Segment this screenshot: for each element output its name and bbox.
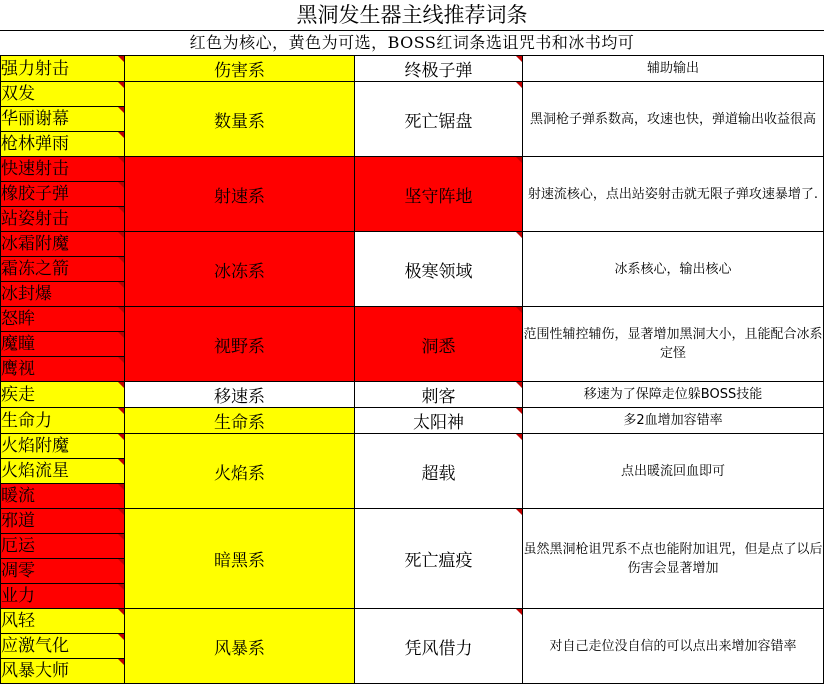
skill-name-cell: 生命力 xyxy=(1,408,125,434)
core-skill-cell: 死亡锯盘 xyxy=(355,82,523,157)
note-cell: 黑洞枪子弹系数高，攻速也快，弹道输出收益很高 xyxy=(523,82,824,157)
skill-name-cell: 风轻 xyxy=(1,609,125,634)
skill-name-cell: 双发 xyxy=(1,82,125,107)
core-skill-cell: 太阳神 xyxy=(355,408,523,434)
system-cell: 伤害系 xyxy=(125,56,355,82)
skill-name-cell: 火焰附魔 xyxy=(1,434,125,459)
note-cell: 多2血增加容错率 xyxy=(523,408,824,434)
note-cell: 辅助输出 xyxy=(523,56,824,82)
table-body xyxy=(1,56,824,684)
table-row xyxy=(1,382,824,408)
table-row xyxy=(1,56,824,82)
skill-name-cell: 枪林弹雨 xyxy=(1,132,125,157)
skill-name-cell: 怒眸 xyxy=(1,307,125,332)
skill-name-cell: 应激气化 xyxy=(1,634,125,659)
system-cell: 数量系 xyxy=(125,82,355,157)
table-row xyxy=(1,408,824,434)
skill-name-cell: 邪道 xyxy=(1,509,125,534)
core-skill-cell: 洞悉 xyxy=(355,307,523,382)
skill-name-cell: 风暴大师 xyxy=(1,659,125,684)
table-row xyxy=(1,82,824,107)
note-cell: 移速为了保障走位躲BOSS技能 xyxy=(523,382,824,408)
table-row xyxy=(1,609,824,634)
sheet-subtitle: 红色为核心，黄色为可选，BOSS红词条选诅咒书和冰书均可 xyxy=(0,31,824,56)
table-row xyxy=(1,157,824,182)
skill-name-cell: 霜冻之箭 xyxy=(1,257,125,282)
skill-name-cell: 业力 xyxy=(1,584,125,609)
core-skill-cell: 刺客 xyxy=(355,382,523,408)
system-cell: 冰冻系 xyxy=(125,232,355,307)
note-cell: 冰系核心，输出核心 xyxy=(523,232,824,307)
skill-name-cell: 站姿射击 xyxy=(1,207,125,232)
skill-name-cell: 快速射击 xyxy=(1,157,125,182)
note-cell: 范围性辅控辅伤，显著增加黑洞大小，且能配合冰系定怪 xyxy=(523,307,824,382)
system-cell: 移速系 xyxy=(125,382,355,408)
core-skill-cell: 坚守阵地 xyxy=(355,157,523,232)
note-cell: 点出暖流回血即可 xyxy=(523,434,824,509)
skill-name-cell: 强力射击 xyxy=(1,56,125,82)
skill-name-cell: 疾走 xyxy=(1,382,125,408)
table-row xyxy=(1,509,824,534)
system-cell: 视野系 xyxy=(125,307,355,382)
skill-name-cell: 鹰视 xyxy=(1,357,125,382)
system-cell: 射速系 xyxy=(125,157,355,232)
table-row xyxy=(1,434,824,459)
core-skill-cell: 凭风借力 xyxy=(355,609,523,684)
system-cell: 风暴系 xyxy=(125,609,355,684)
skill-name-cell: 凋零 xyxy=(1,559,125,584)
system-cell: 暗黑系 xyxy=(125,509,355,609)
core-skill-cell: 超载 xyxy=(355,434,523,509)
skill-name-cell: 冰霜附魔 xyxy=(1,232,125,257)
system-cell: 火焰系 xyxy=(125,434,355,509)
table-row xyxy=(1,307,824,332)
sheet-title: 黑洞发生器主线推荐词条 xyxy=(0,0,824,31)
skill-name-cell: 暖流 xyxy=(1,484,125,509)
skill-name-cell: 华丽谢幕 xyxy=(1,107,125,132)
system-cell: 生命系 xyxy=(125,408,355,434)
table-row xyxy=(1,232,824,257)
core-skill-cell: 极寒领域 xyxy=(355,232,523,307)
note-cell: 射速流核心，点出站姿射击就无限子弹攻速暴增了. xyxy=(523,157,824,232)
core-skill-cell: 终极子弹 xyxy=(355,56,523,82)
note-cell: 虽然黑洞枪诅咒系不点也能附加诅咒，但是点了以后伤害会显著增加 xyxy=(523,509,824,609)
skill-name-cell: 橡胶子弹 xyxy=(1,182,125,207)
skill-name-cell: 厄运 xyxy=(1,534,125,559)
note-cell: 对自己走位没自信的可以点出来增加容错率 xyxy=(523,609,824,684)
skill-name-cell: 火焰流星 xyxy=(1,459,125,484)
skill-name-cell: 冰封爆 xyxy=(1,282,125,307)
recommendation-table xyxy=(0,55,824,684)
core-skill-cell: 死亡瘟疫 xyxy=(355,509,523,609)
skill-name-cell: 魔瞳 xyxy=(1,332,125,357)
